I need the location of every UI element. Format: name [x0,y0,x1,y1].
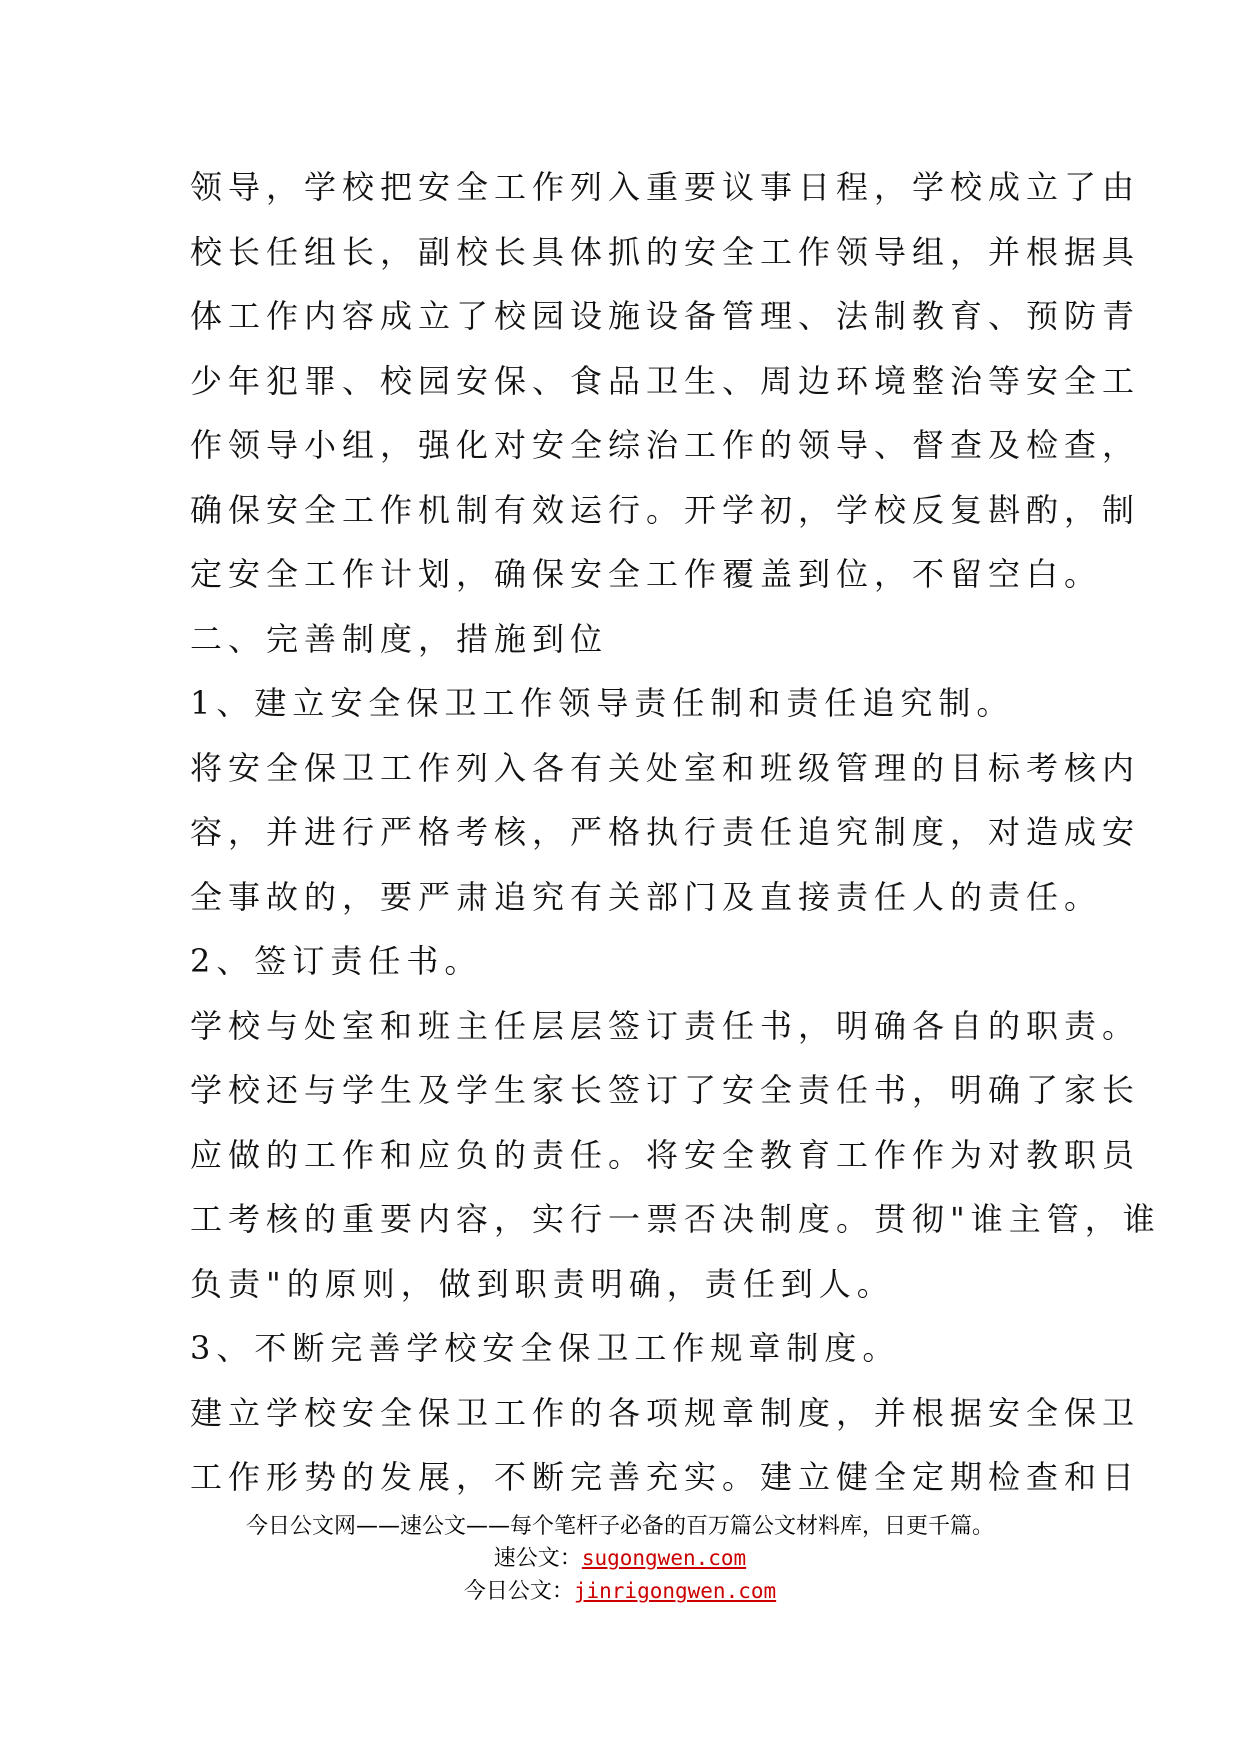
footer-sugongwen-row [0,1543,1240,1574]
text-line: 学校还与学生及学生家长签订了安全责任书，明确了家长 [190,1071,1141,1109]
text-line: 少年犯罪、校园安保、食品卫生、周边环境整治等安全工 [190,361,1141,400]
text-line: 容，并进行严格考核，严格执行责任追究制度，对造成安 [190,813,1141,851]
footer-jinrigongwen-row [0,1576,1240,1607]
text-line: 校长任组长，副校长具体抓的安全工作领导组，并根据具 [190,232,1141,271]
sugongwen-link[interactable]: sugongwen.com [581,1546,747,1570]
text-line: 工考核的重要内容，实行一票否决制度。贯彻"谁主管，谁 [190,1200,1161,1238]
text-line: 学校与处室和班主任层层签订责任书，明确各自的职责。 [190,1006,1141,1045]
jinrigongwen-link[interactable]: jinrigongwen.com [573,1579,777,1603]
text-line: 确保安全工作机制有效运行。开学初，学校反复斟酌，制 [190,490,1141,529]
text-line: 工作形势的发展，不断完善充实。建立健全定期检查和日 [190,1458,1141,1496]
text-line: 作领导小组，强化对安全综治工作的领导、督查及检查， [190,426,1141,464]
text-line: 应做的工作和应负的责任。将安全教育工作作为对教职员 [190,1135,1141,1174]
footer-tagline: 今日公文网——速公文——每个笔杆子必备的百万篇公文材料库，日更千篇。 [245,1514,994,1539]
subsection-heading: 3、不断完善学校安全保卫工作规章制度。 [190,1329,901,1367]
text-line: 体工作内容成立了校园设施设备管理、法制教育、预防青 [190,297,1141,335]
section-heading: 二、完善制度，措施到位 [190,619,609,658]
text-line: 领导，学校把安全工作列入重要议事日程，学校成立了由 [190,168,1141,206]
sugongwen-label: 速公文： [493,1546,582,1571]
text-line: 将安全保卫工作列入各有关处室和班级管理的目标考核内 [190,748,1141,787]
document-body [190,155,1161,1510]
jinrigongwen-label: 今日公文： [463,1579,574,1604]
subsection-heading: 2、签订责任书。 [190,942,483,980]
text-line: 定安全工作计划，确保安全工作覆盖到位，不留空白。 [190,555,1103,593]
text-line: 负责"的原则，做到职责明确，责任到人。 [190,1264,895,1303]
text-line: 全事故的，要严肃追究有关部门及直接责任人的责任。 [190,877,1103,916]
text-line: 建立学校安全保卫工作的各项规章制度，并根据安全保卫 [190,1393,1141,1432]
subsection-heading: 1、建立安全保卫工作领导责任制和责任追究制。 [190,684,1015,722]
